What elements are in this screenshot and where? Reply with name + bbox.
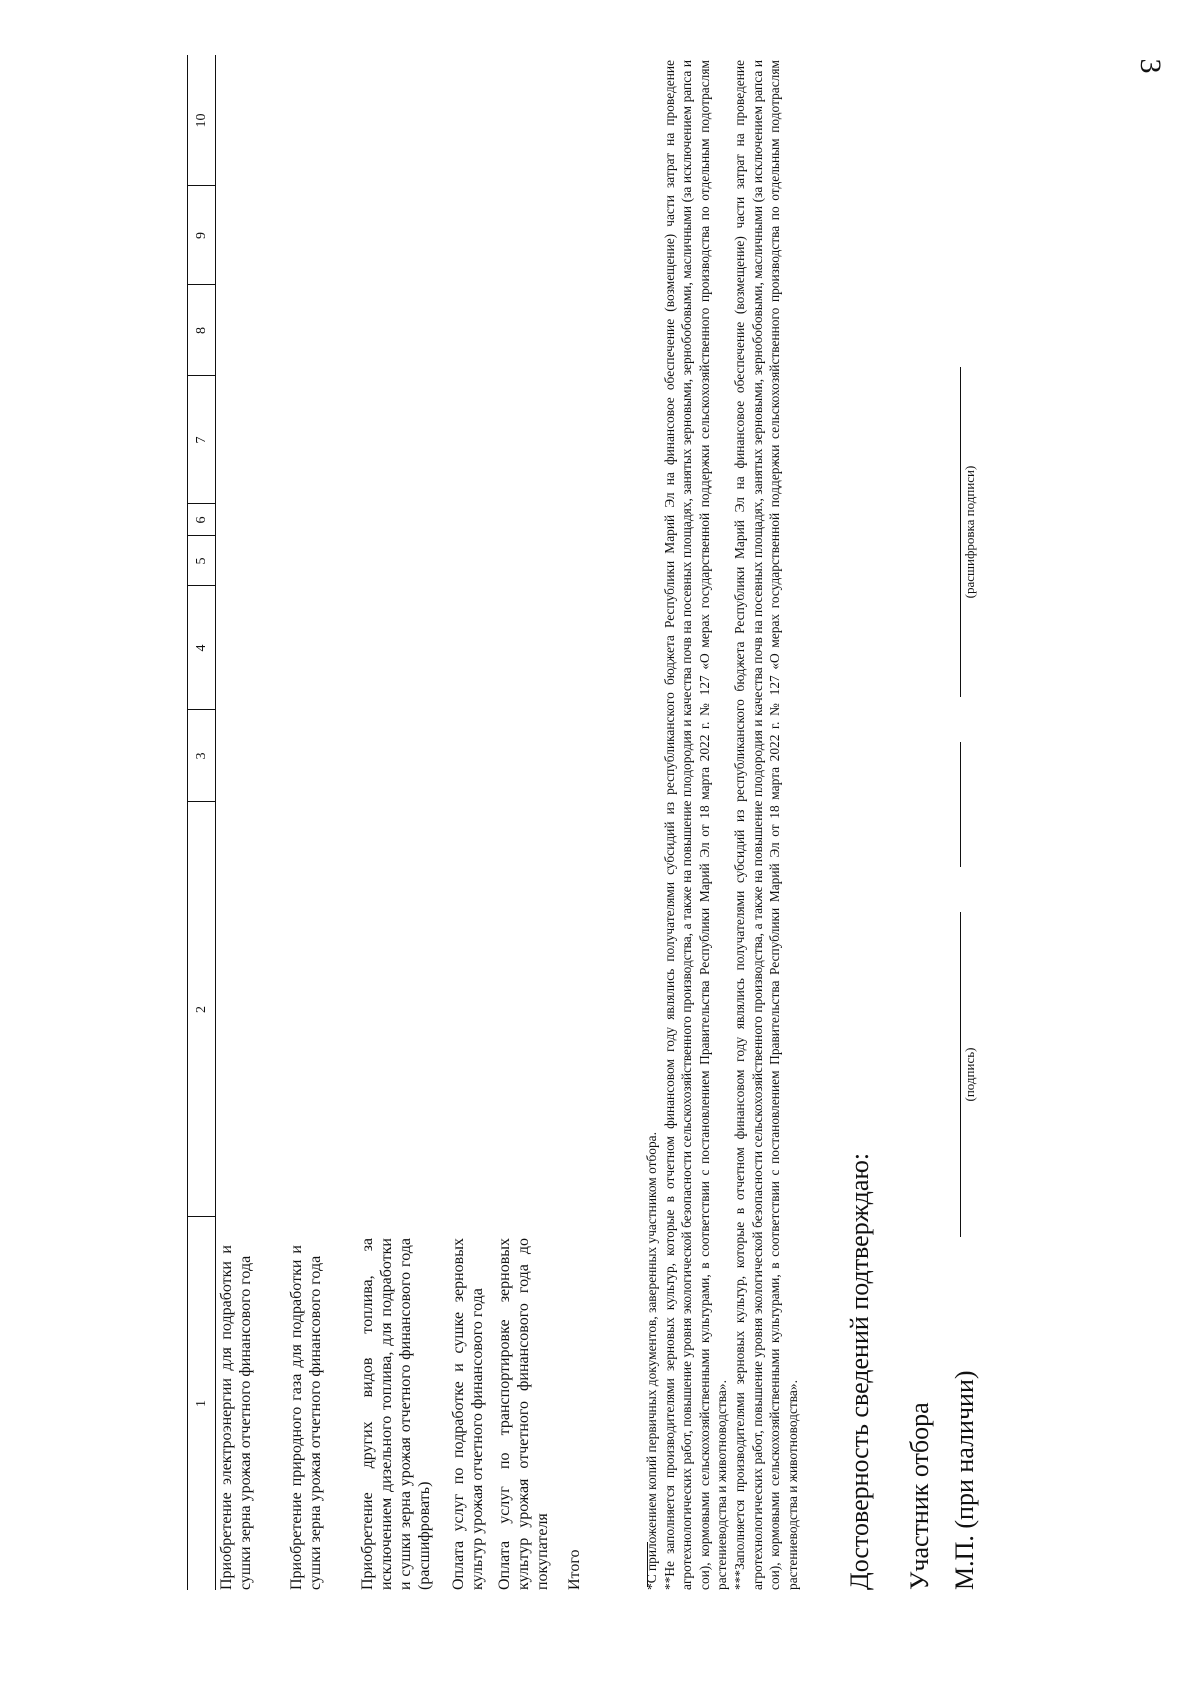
table-header-row	[187, 55, 216, 1590]
row-label-drying-services: Оплата услуг по подработке и сушке зерновых культур урожая отчетного финансового года	[450, 1238, 486, 1590]
col-header-7: 7	[188, 375, 215, 504]
footnote-3: ***Заполняется производителями зерновых культур, которые в отчетном финансовом году являлись получателями субсидий из республиканского бюджета Республики Марий Эл на финансовое обеспечение (возмещение) части затрат на проведение агротехнологических работ, повышение уровня экологической безопасности сельскохозяйственного производства, а также на повышение плодородия и качества почв на посевных площадях, занятых зерновыми, зернобобовыми, масличными (за исключением рапса и сои), кормовыми сельскохозяйственными культурами, в соответствии с постановлением Правительства Республики Марий Эл от 18 марта 2022 г. № 127 «О мерах государственной поддержки сельскохозяйственного производства по отдельным подотраслям растениеводства и животноводства».	[731, 60, 800, 1590]
stamp-label: М.П. (при наличии)	[950, 1370, 979, 1590]
footnote-2: **Не заполняется производителями зерновых культур, которые в отчетном финансовом году являлись получателями субсидий из республиканского бюджета Республики Марий Эл на финансовое обеспечение (возмещение) части затрат на проведение агротехнологических работ, повышение уровня экологической безопасности сельскохозяйственного производства, а также на повышение плодородия и качества почв на посевных площадях, занятых зерновыми, зернобобовыми, масличными (за исключением рапса и сои), кормовыми сельскохозяйственными культурами, в соответствии с постановлением Правительства Республики Марий Эл от 18 марта 2022 г. № 127 «О мерах государственной поддержки сельскохозяйственного производства по отдельным подотраслям растениеводства и животноводства».	[661, 60, 730, 1590]
col-header-9: 9	[188, 185, 215, 285]
decoding-line[interactable]	[960, 367, 961, 697]
row-label-total: Итого	[566, 1549, 583, 1590]
col-header-3: 3	[188, 709, 215, 802]
col-header-8: 8	[188, 284, 215, 376]
signature-line[interactable]	[960, 912, 961, 1237]
col-header-1: 1	[188, 1216, 215, 1590]
participant-label: Участник отбора	[905, 1402, 934, 1590]
row-label-transport-services: Оплата услуг по транспортировке зерновых культур урожая отчетного финансового года до покупателя	[496, 1238, 551, 1590]
row-label-electricity: Приобретение электроэнергии для подработки и сушки зерна урожая отчетного финансового года	[218, 1245, 254, 1590]
col-header-4: 4	[188, 585, 215, 710]
signature-caption: (подпись)	[962, 1047, 977, 1102]
row-label-other-fuel: Приобретение других видов топлива, за исключением дизельного топлива, для подработки и сушки зерна урожая отчетного финансового года (расшифровать)	[359, 1238, 433, 1590]
col-header-2: 2	[188, 801, 215, 1217]
footnote-1: *С приложением копий первичных документов, заверенных участником отбора.	[644, 1132, 659, 1590]
page-number: 3	[1134, 58, 1167, 74]
decoding-caption: (расшифровка подписи)	[962, 465, 977, 599]
row-label-natural-gas: Приобретение природного газа для подработки и сушки зерна урожая отчетного финансового года	[288, 1245, 324, 1590]
col-header-5: 5	[188, 535, 215, 586]
signature-extra-line	[960, 742, 961, 867]
confirmation-heading: Достоверность сведений подтверждаю:	[845, 1152, 874, 1590]
col-header-6: 6	[188, 503, 215, 536]
col-header-10: 10	[194, 113, 209, 128]
expense-table	[187, 55, 647, 1590]
footnotes	[643, 60, 801, 1590]
